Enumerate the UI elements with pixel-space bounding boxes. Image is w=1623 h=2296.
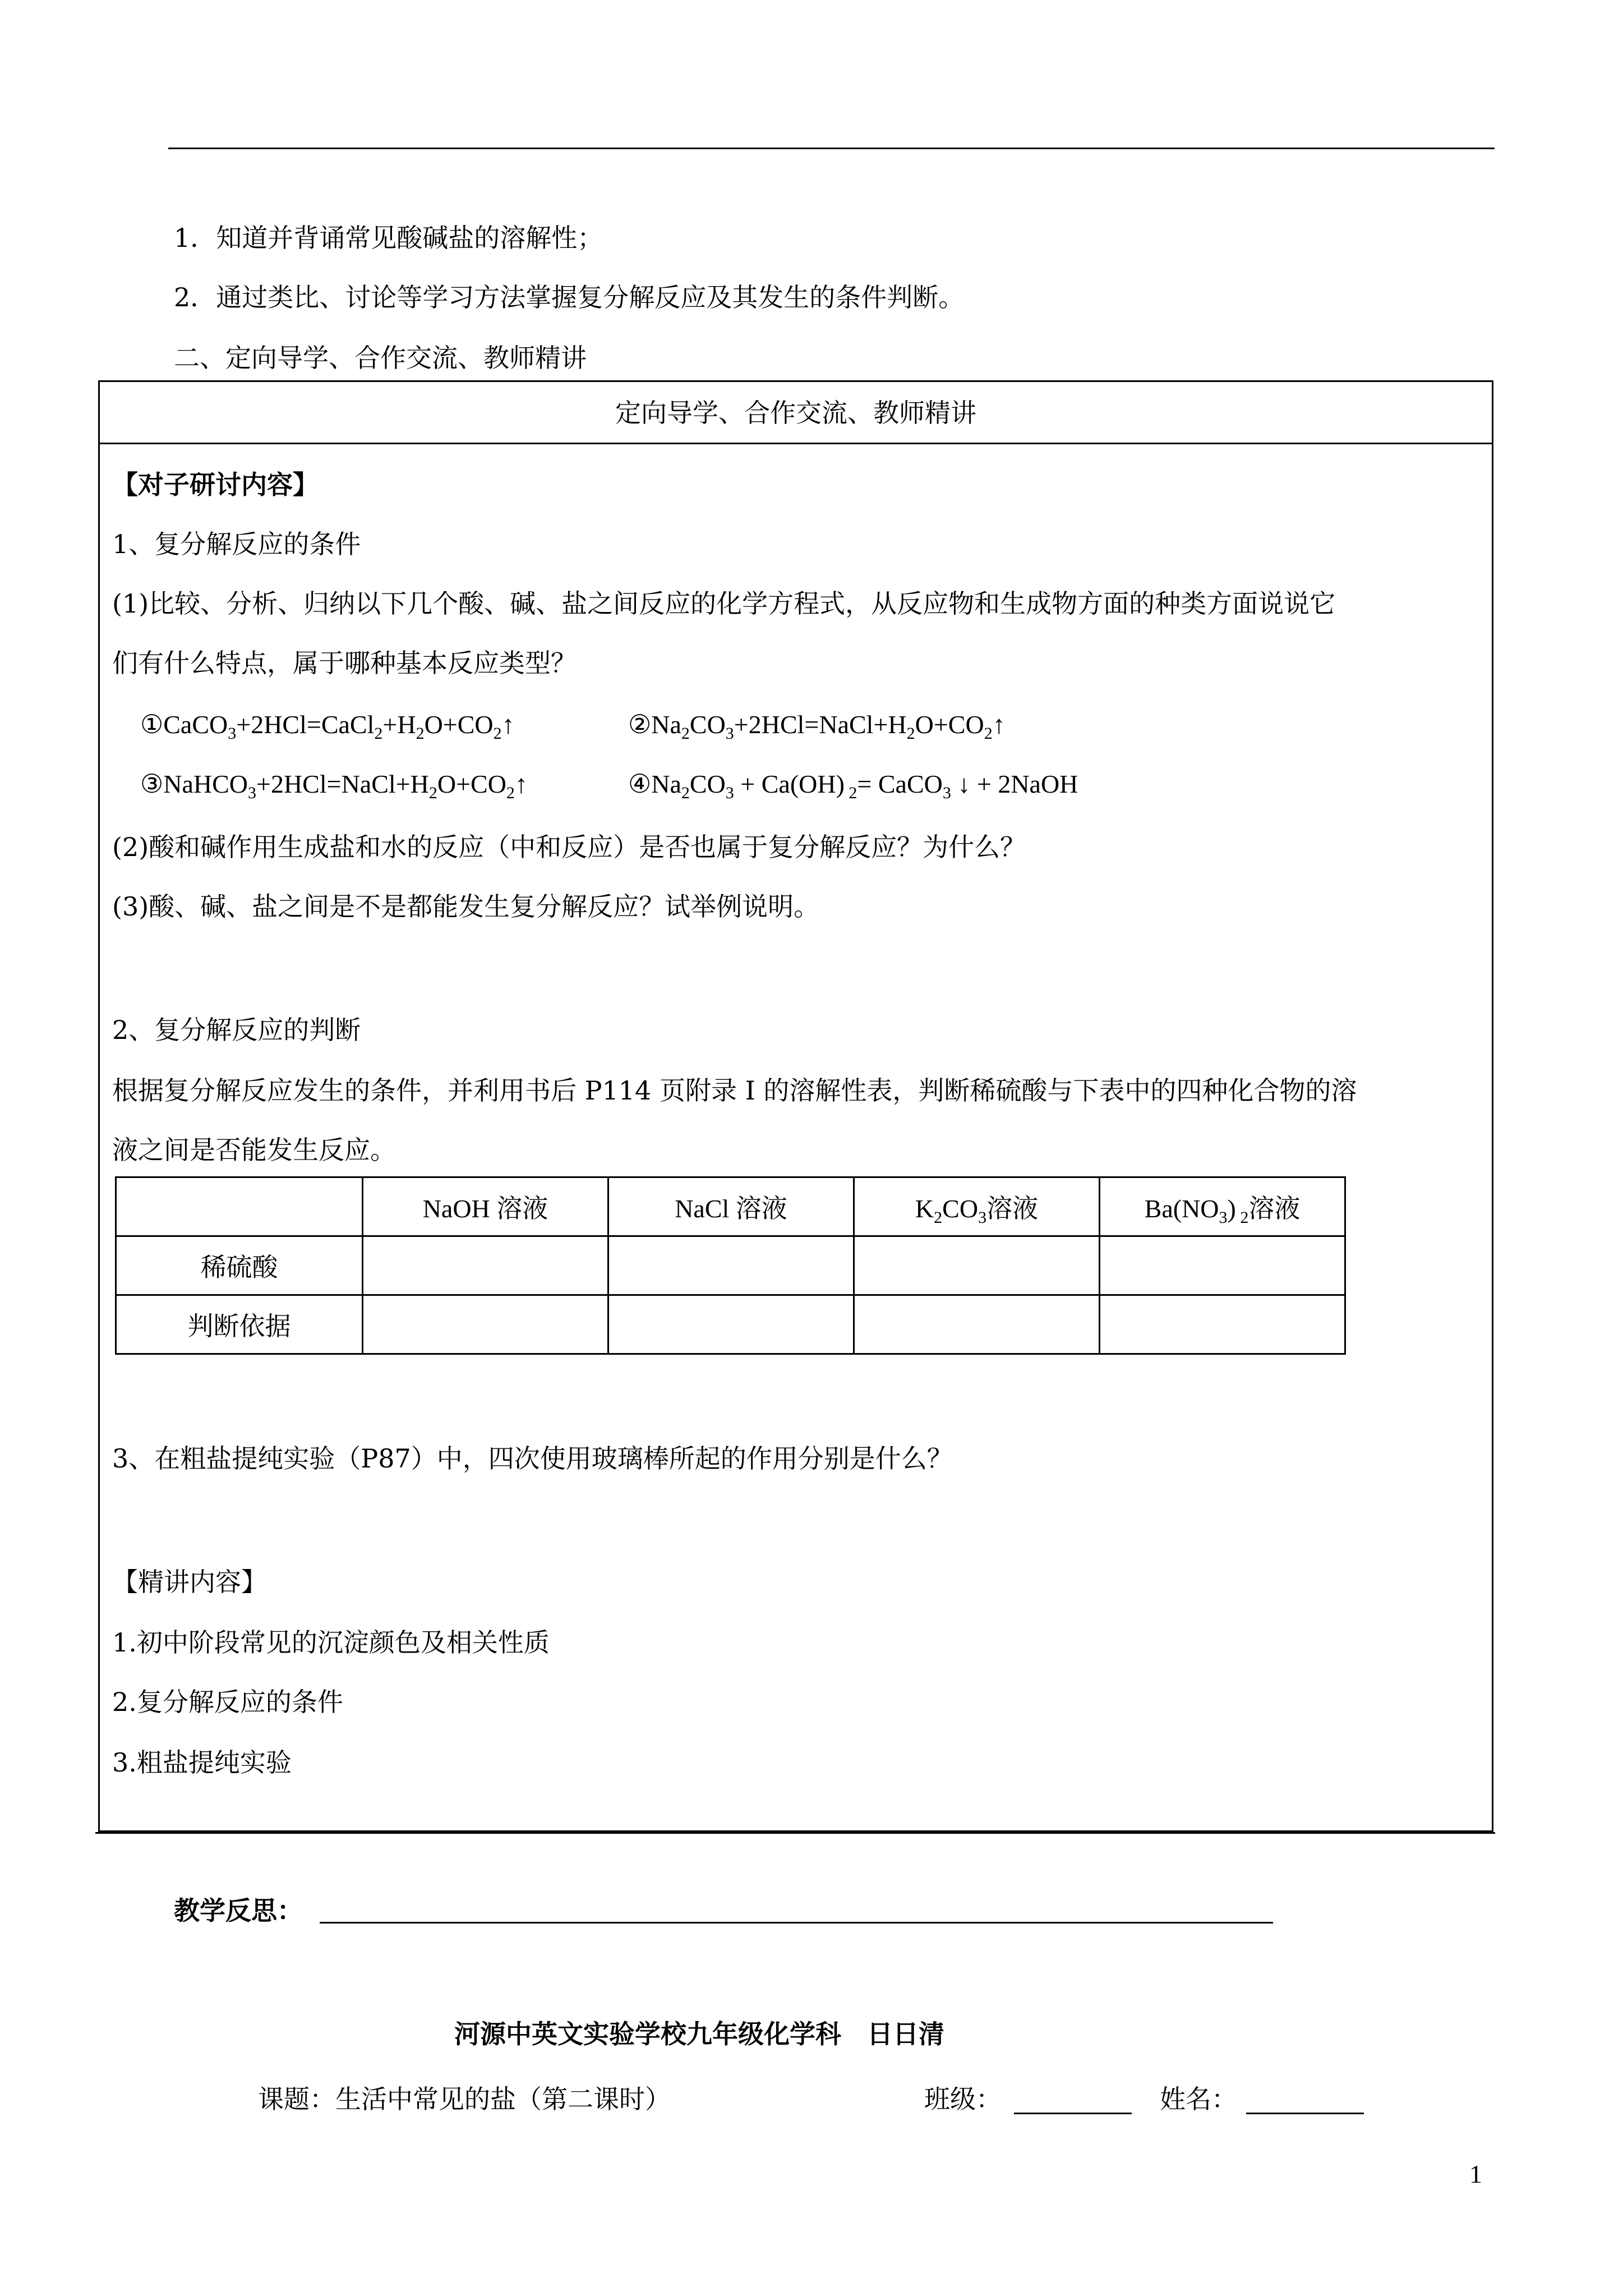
item-1-title: 1、复分解反应的条件 xyxy=(112,529,361,559)
item-3: 3、在粗盐提纯实验（P87）中，四次使用玻璃棒所起的作用分别是什么？ xyxy=(112,1443,953,1474)
box-header: 定向导学、合作交流、教师精讲 xyxy=(615,398,976,428)
equation-1-label: ① xyxy=(140,710,164,739)
table-row xyxy=(116,1295,1345,1354)
lecture-title: 【精讲内容】 xyxy=(112,1567,267,1597)
objective-2: 2．通过类比、讨论等学习方法掌握复分解反应及其发生的条件判断。 xyxy=(174,282,965,312)
reflection-label: 教学反思： xyxy=(174,1895,303,1926)
item-1-question-3: (3)酸、碱、盐之间是不是都能发生复分解反应？试举例说明。 xyxy=(112,891,820,922)
topic: 课题：生活中常见的盐（第二课时） xyxy=(258,2084,671,2114)
name-field-line xyxy=(1246,2113,1364,2114)
section-2-title: 二、定向导学、合作交流、教师精讲 xyxy=(174,343,587,373)
item-1-question-1-line-1: (1)比较、分析、归纳以下几个酸、碱、盐之间反应的化学方程式，从反应物和生成物方面的种类方面说说它 xyxy=(112,588,1336,619)
item-2-line-1: 根据复分解反应发生的条件，并利用书后 P114 页附录 I 的溶解性表，判断稀硫酸与下表中的四种化合物的溶 xyxy=(112,1075,1357,1106)
objective-1: 1．知道并背诵常见酸碱盐的溶解性； xyxy=(174,223,603,253)
table-header-bano3: $Ba(NO_3)$ $_2$溶液 xyxy=(1100,1177,1345,1236)
table-header-nacl: NaCl 溶液 xyxy=(608,1177,854,1236)
table-cell xyxy=(854,1295,1100,1354)
reflection-line xyxy=(320,1922,1273,1924)
lecture-item-2: 2.复分解反应的条件 xyxy=(112,1687,343,1717)
name-label: 姓名： xyxy=(1160,2084,1237,2114)
header-rule xyxy=(168,148,1495,149)
lecture-item-1: 1.初中阶段常见的沉淀颜色及相关性质 xyxy=(112,1627,550,1658)
table-header-row xyxy=(116,1177,1345,1236)
item-1-question-2: (2)酸和碱作用生成盐和水的反应（中和反应）是否也属于复分解反应？为什么？ xyxy=(112,832,1026,862)
table-header-k2co3: $K_2CO_3$溶液 xyxy=(854,1177,1100,1236)
item-2-title: 2、复分解反应的判断 xyxy=(112,1015,361,1045)
page-number: 1 xyxy=(1469,2160,1482,2188)
row-label-judgment-basis: 判断依据 xyxy=(116,1295,363,1354)
row-label-dilute-sulfuric-acid: 稀硫酸 xyxy=(116,1236,363,1295)
table-cell xyxy=(363,1236,608,1295)
class-label: 班级： xyxy=(924,2084,1002,2114)
table-header-empty xyxy=(116,1177,363,1236)
equation-3-label: ③ xyxy=(140,770,164,798)
table-cell xyxy=(608,1295,854,1354)
equation-3: $③NaHCO_3+2HCl=NaCl+H_2O+CO_2↑$ xyxy=(140,770,528,802)
equation-4: $④Na_2CO_3 + Ca(OH)$ $_2$= CaCO$_3$ ↓ + 2NaOH xyxy=(628,770,1078,802)
solubility-table xyxy=(115,1176,1346,1355)
equation-4-label: ④ xyxy=(628,770,652,798)
item-1-question-1-line-2: 们有什么特点，属于哪种基本反应类型？ xyxy=(112,648,577,678)
box-bottom-shadow xyxy=(95,1832,1495,1834)
lecture-item-3: 3.粗盐提纯实验 xyxy=(112,1747,292,1778)
table-cell xyxy=(363,1295,608,1354)
table-cell xyxy=(854,1236,1100,1295)
table-row xyxy=(116,1236,1345,1295)
table-cell xyxy=(608,1236,854,1295)
equation-2-label: ② xyxy=(628,710,652,739)
table-header-naoh-text: NaOH 溶液 xyxy=(422,1194,548,1223)
class-field-line xyxy=(1014,2113,1132,2114)
equation-1: $①CaCO_3+2HCl=CaCl_2+H_2O+CO_2↑$ xyxy=(140,710,515,743)
discussion-title: 【对子研讨内容】 xyxy=(112,470,319,500)
table-cell xyxy=(1100,1295,1345,1354)
table-cell xyxy=(1100,1236,1345,1295)
quiz-title: 河源中英文实验学校九年级化学科 日日清 xyxy=(454,2019,944,2049)
item-2-line-2: 液之间是否能发生反应。 xyxy=(112,1135,396,1165)
equation-2: $②Na_2CO_3+2HCl=NaCl+H_2O+CO_2↑$ xyxy=(628,710,1006,743)
table-header-naoh xyxy=(363,1177,608,1236)
box-header-divider xyxy=(98,443,1493,444)
